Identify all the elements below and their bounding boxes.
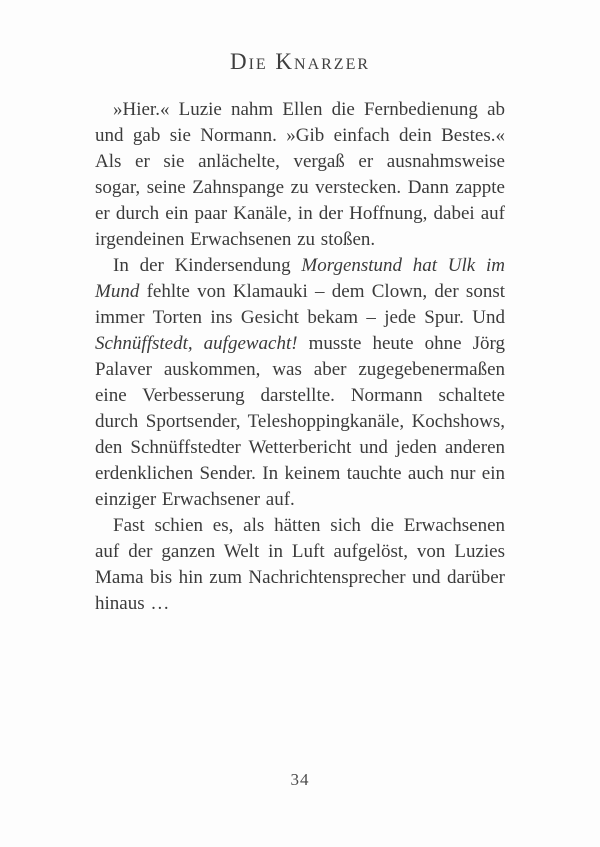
paragraph: In der Kindersendung Morgenstund hat Ulk im Mund fehlte von Klamauki – dem Clown, der sonst immer Torten ins Gesicht bekam – jede Spur. Und Schnüffstedt, aufgewacht! musste heute ohne Jörg Palaver auskommen, was aber zugegebenermaßen eine Verbesserung darstellte. Normann schaltete durch Sportsender, Teleshoppingkanäle, Kochshows, den Schnüffstedter Wetterbericht und jeden anderen erdenklichen Sender. In keinem tauchte auch nur ein einziger Erwachsener auf. [95, 255, 505, 510]
page-number: 34 [290, 770, 310, 789]
paragraph: »Hier.« Luzie nahm Ellen die Fernbedienung ab und gab sie Normann. »Gib einfach dein Bestes.« Als er sie anlächelte, vergaß er ausnahmsweise sogar, seine Zahnspange zu verstecken. Dann zappte er durch ein paar Kanäle, in der Hoffnung, dabei auf irgendeinen Erwachsenen zu stoßen. [95, 99, 505, 250]
chapter-heading: Die Knarzer [229, 49, 371, 74]
body-text [95, 97, 505, 617]
paragraph: Fast schien es, als hätten sich die Erwachsenen auf der ganzen Welt in Luft aufgelöst, von Luzies Mama bis hin zum Nachrichtensprecher und darüber hinaus … [95, 515, 505, 614]
